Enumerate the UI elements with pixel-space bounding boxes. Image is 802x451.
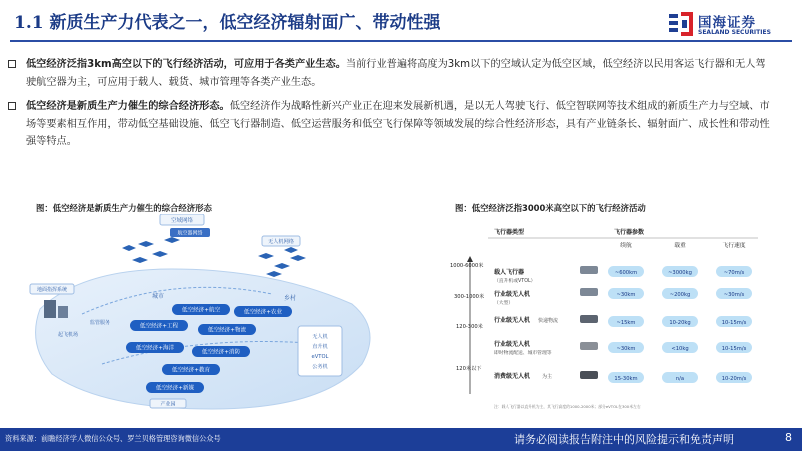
aircraft-icon [580,266,598,274]
park-label: 产业园 [160,401,176,408]
bullet-point-2 [26,98,770,151]
aircraft-icon [580,371,598,379]
drone-cluster-left [122,237,180,263]
table-row [494,315,752,327]
figure-right-caption: 图：低空经济泛指3000米高空以下的飞行经济活动 [455,203,646,213]
row-3-range: ~15km [616,319,636,326]
aircraft-icon [580,315,598,323]
flight-altitude-table [448,224,778,416]
sealand-logo-icon [668,10,694,38]
pill-fire: 低空经济+消防 [201,349,241,356]
table-row [494,288,752,306]
row-3-speed: 10-15m/s [721,319,747,326]
col-payload: 载重 [674,243,686,249]
row-4-payload: <10kg [671,345,689,352]
table-row [494,340,752,356]
uav-net-label: 无人机网络 [268,239,294,245]
table-row [494,371,752,383]
row-4-name: 行业级无人机 [494,341,531,348]
row-3-name: 行业级无人机 [494,317,531,324]
vehicle-4: 公务机 [312,364,328,370]
pill-agri: 低空经济+农业 [243,309,283,316]
row-4-range: ~30km [616,345,636,352]
bullet-1-lead: 低空经济泛指3km高空以下的飞行经济活动，可应用于各类产业生态。 [26,59,346,70]
logo-text-cn: 国海证券 [698,15,756,31]
row-2-payload: ~200kg [669,291,691,298]
pill-air: 低空经济+航空 [181,307,221,314]
table-footnote: 注：载人飞行器以直升机为主，其飞行高度约1000-2000米；部分eVTOL在300米左右 [494,404,641,409]
row-2-speed: ~30m/s [723,291,745,298]
col-range: 续航 [620,243,632,249]
page-title: 1.1 新质生产力代表之一，低空经济辐射面广、带动性强 [14,13,441,33]
pill-eng: 低空经济+工程 [139,323,179,330]
row-3-payload: 10-20kg [669,319,691,326]
footer-bar [0,428,802,451]
head-types: 飞行器类型 [494,229,525,236]
drone-cluster-right [258,247,306,277]
command-label: 监管服务 [89,320,111,326]
ground-station-label: 地面指挥系统 [36,287,68,293]
vehicle-1: 无人机 [312,334,328,340]
row-1-name: 载人飞行器 [494,269,525,276]
checkbox-bullet-icon [8,102,16,110]
alt-2: 300-1000米 [454,294,485,300]
landing-label: 起飞机场 [57,332,79,338]
row-2-desc: （大型） [494,301,514,306]
figure-left-caption: 图：低空经济是新质生产力催生的综合经济形态 [36,203,212,213]
footer-source: 资料来源：前瞻经济学人微信公众号、罗兰贝格管理咨询微信公众号 [5,434,221,443]
title-divider [10,40,792,42]
pill-ocean: 低空经济+海洋 [135,345,175,352]
bullet-2-lead: 低空经济是新质生产力催生的综合经济形态。 [26,101,230,112]
bullet-point-1 [26,56,770,91]
bullet-2-text: 低空经济作为战略性新兴产业正在迎来发展新机遇，是以无人驾驶飞行、低空智联网等技术组成的新质生产力与空域、市场等要素相互作用，带动低空基础设施、低空飞行器制造、低空运营服务和低空飞行保障等领域发展的综合性经济形态，具有产业链条长、辐射面广、成长性和带动性强等特点。 [26,101,770,148]
row-1-range: ~600km [614,269,638,276]
row-2-name: 行业级无人机 [494,291,531,298]
row-5-range: 15-30km [614,375,638,382]
city-label: 城市 [152,293,165,300]
alt-3: 120-300米 [456,324,483,330]
building-icon [58,306,68,318]
row-5-payload: n/a [675,375,685,382]
airspace-net-label: 空域网络 [170,218,194,224]
row-5-desc: 为主 [542,374,553,380]
alt-4: 120米以下 [456,366,482,372]
row-4-speed: 10-15m/s [721,345,747,352]
row-1-payload: ~3000kg [668,269,692,276]
alt-1: 1000-6000米 [450,263,484,269]
brand-logo [668,10,794,38]
aircraft-icon [580,342,598,350]
page-number: 8 [785,431,792,444]
checkbox-bullet-icon [8,60,16,68]
aircraft-icon [580,288,598,296]
row-4-desc: 即时物流配送、城市管理等 [494,351,552,356]
pill-logistics: 低空经济+物流 [207,327,247,334]
vehicle-3: eVTOL [311,354,329,360]
vehicle-2: 直升机 [312,344,328,350]
col-speed: 飞行速度 [722,243,746,249]
logo-text-en: SEALAND SECURITIES [698,29,771,36]
row-1-speed: ~70m/s [723,269,745,276]
bullet-1-text: 当前行业普遍将高度为3km以下的空域认定为低空区域，低空经济以民用客运飞行器和无人驾驶航空器为主，可应用于载人、载货、城市管理等各类产业生态。 [26,59,766,88]
row-1-desc: （直升机或VTOL） [494,279,536,284]
building-icon [44,300,56,318]
pill-edu: 低空经济+教育 [171,367,211,374]
row-5-speed: 10-20m/s [721,375,747,382]
axis-arrow-icon [467,256,473,262]
row-3-desc: 快递物流 [538,318,559,324]
air-route-label: 航空器网络 [177,230,203,237]
row-5-name: 消费级无人机 [494,373,531,380]
footer-disclaimer: 请务必阅读报告附注中的风险提示和免责声明 [514,433,734,446]
village-label: 乡村 [284,295,297,302]
pill-media: 低空经济+新媒 [155,385,195,392]
low-altitude-economy-illustration [22,214,392,414]
table-row [494,266,752,284]
row-2-range: ~30km [616,291,636,298]
head-params: 飞行器参数 [614,229,645,236]
